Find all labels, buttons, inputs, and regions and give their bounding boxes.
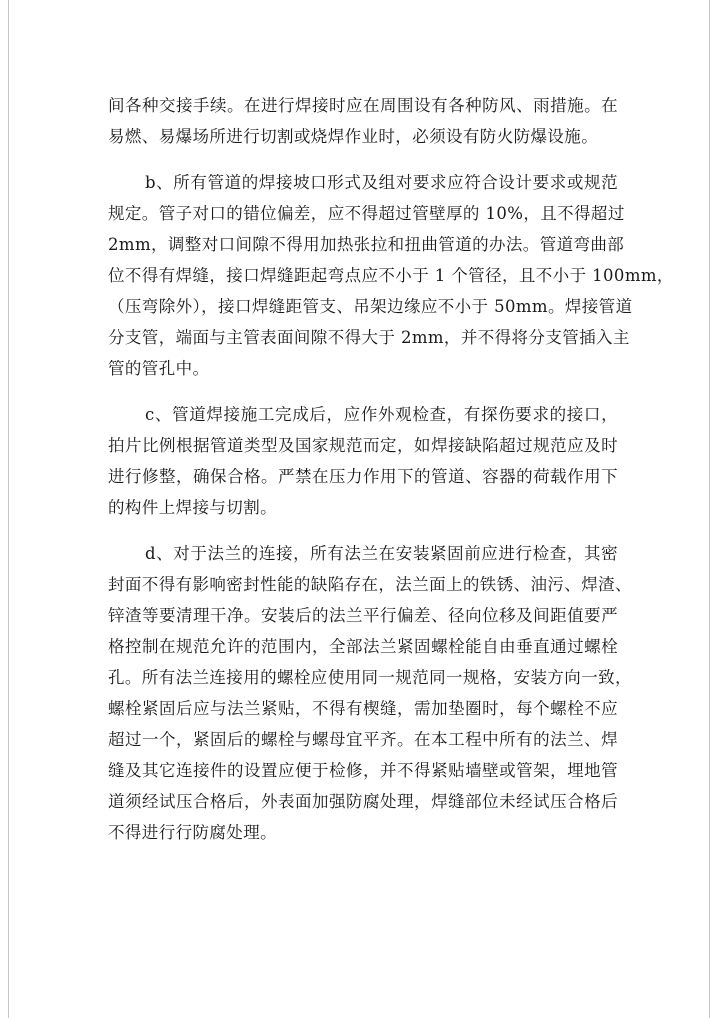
text-line: 封面不得有影响密封性能的缺陷存在，法兰面上的铁锈、油污、焊渣、 <box>108 575 632 594</box>
text-line: 不得进行行防腐处理。 <box>108 823 277 842</box>
text-line: 管的管孔中。 <box>108 359 210 378</box>
text-line: 分支管，端面与主管表面间隙不得大于 2mm，并不得将分支管插入主 <box>108 328 630 347</box>
text-line: 间各种交接手续。在进行焊接时应在周围设有各种防风、雨措施。在 <box>108 96 618 115</box>
text-line: 位不得有焊缝，接口焊缝距起弯点应不小于 1 个管径，且不小于 100mm， <box>108 266 674 285</box>
paragraph-intro <box>108 90 618 152</box>
text-line: 易燃、易爆场所进行切割或烧焊作业时，必须设有防火防爆设施。 <box>108 127 599 146</box>
document-body <box>108 90 674 848</box>
text-line: b、所有管道的焊接坡口形式及组对要求应符合设计要求或规范 <box>145 173 618 192</box>
text-line: 超过一个，紧固后的螺栓与螺母宜平齐。在本工程中所有的法兰、焊 <box>108 730 618 749</box>
paragraph-d <box>108 538 632 848</box>
text-line: 格控制在规范允许的范围内，全部法兰紧固螺栓能自由垂直通过螺栓 <box>108 637 618 656</box>
paragraph-b <box>108 167 674 384</box>
text-line: （压弯除外），接口焊缝距管支、吊架边缘应不小于 50mm。焊接管道 <box>108 297 633 316</box>
text-line: 进行修整，确保合格。严禁在压力作用下的管道、容器的荷载作用下 <box>108 467 618 486</box>
text-line: 锌渣等要清理干净。安装后的法兰平行偏差、径向位移及间距值要严 <box>108 606 618 625</box>
text-line: 规定。管子对口的错位偏差，应不得超过管壁厚的 10%，且不得超过 <box>108 204 625 223</box>
text-line: 的构件上焊接与切割。 <box>108 498 277 517</box>
text-line: c、管道焊接施工完成后，应作外观检查，有探伤要求的接口， <box>145 405 618 424</box>
text-line: d、对于法兰的连接，所有法兰在安装紧固前应进行检查，其密 <box>145 544 618 563</box>
paragraph-c <box>108 399 618 523</box>
text-line: 螺栓紧固后应与法兰紧贴，不得有楔缝，需加垫圈时，每个螺栓不应 <box>108 699 618 718</box>
text-line: 道须经试压合格后，外表面加强防腐处理，焊缝部位未经试压合格后 <box>108 792 618 811</box>
text-line: 孔。所有法兰连接用的螺栓应使用同一规范同一规格，安装方向一致， <box>108 668 632 687</box>
text-line: 缝及其它连接件的设置应便于检修，并不得紧贴墙壁或管架，埋地管 <box>108 761 618 780</box>
text-line: 拍片比例根据管道类型及国家规范而定，如焊接缺陷超过规范应及时 <box>108 436 618 455</box>
text-line: 2mm，调整对口间隙不得用加热张拉和扭曲管道的办法。管道弯曲部 <box>108 235 625 254</box>
